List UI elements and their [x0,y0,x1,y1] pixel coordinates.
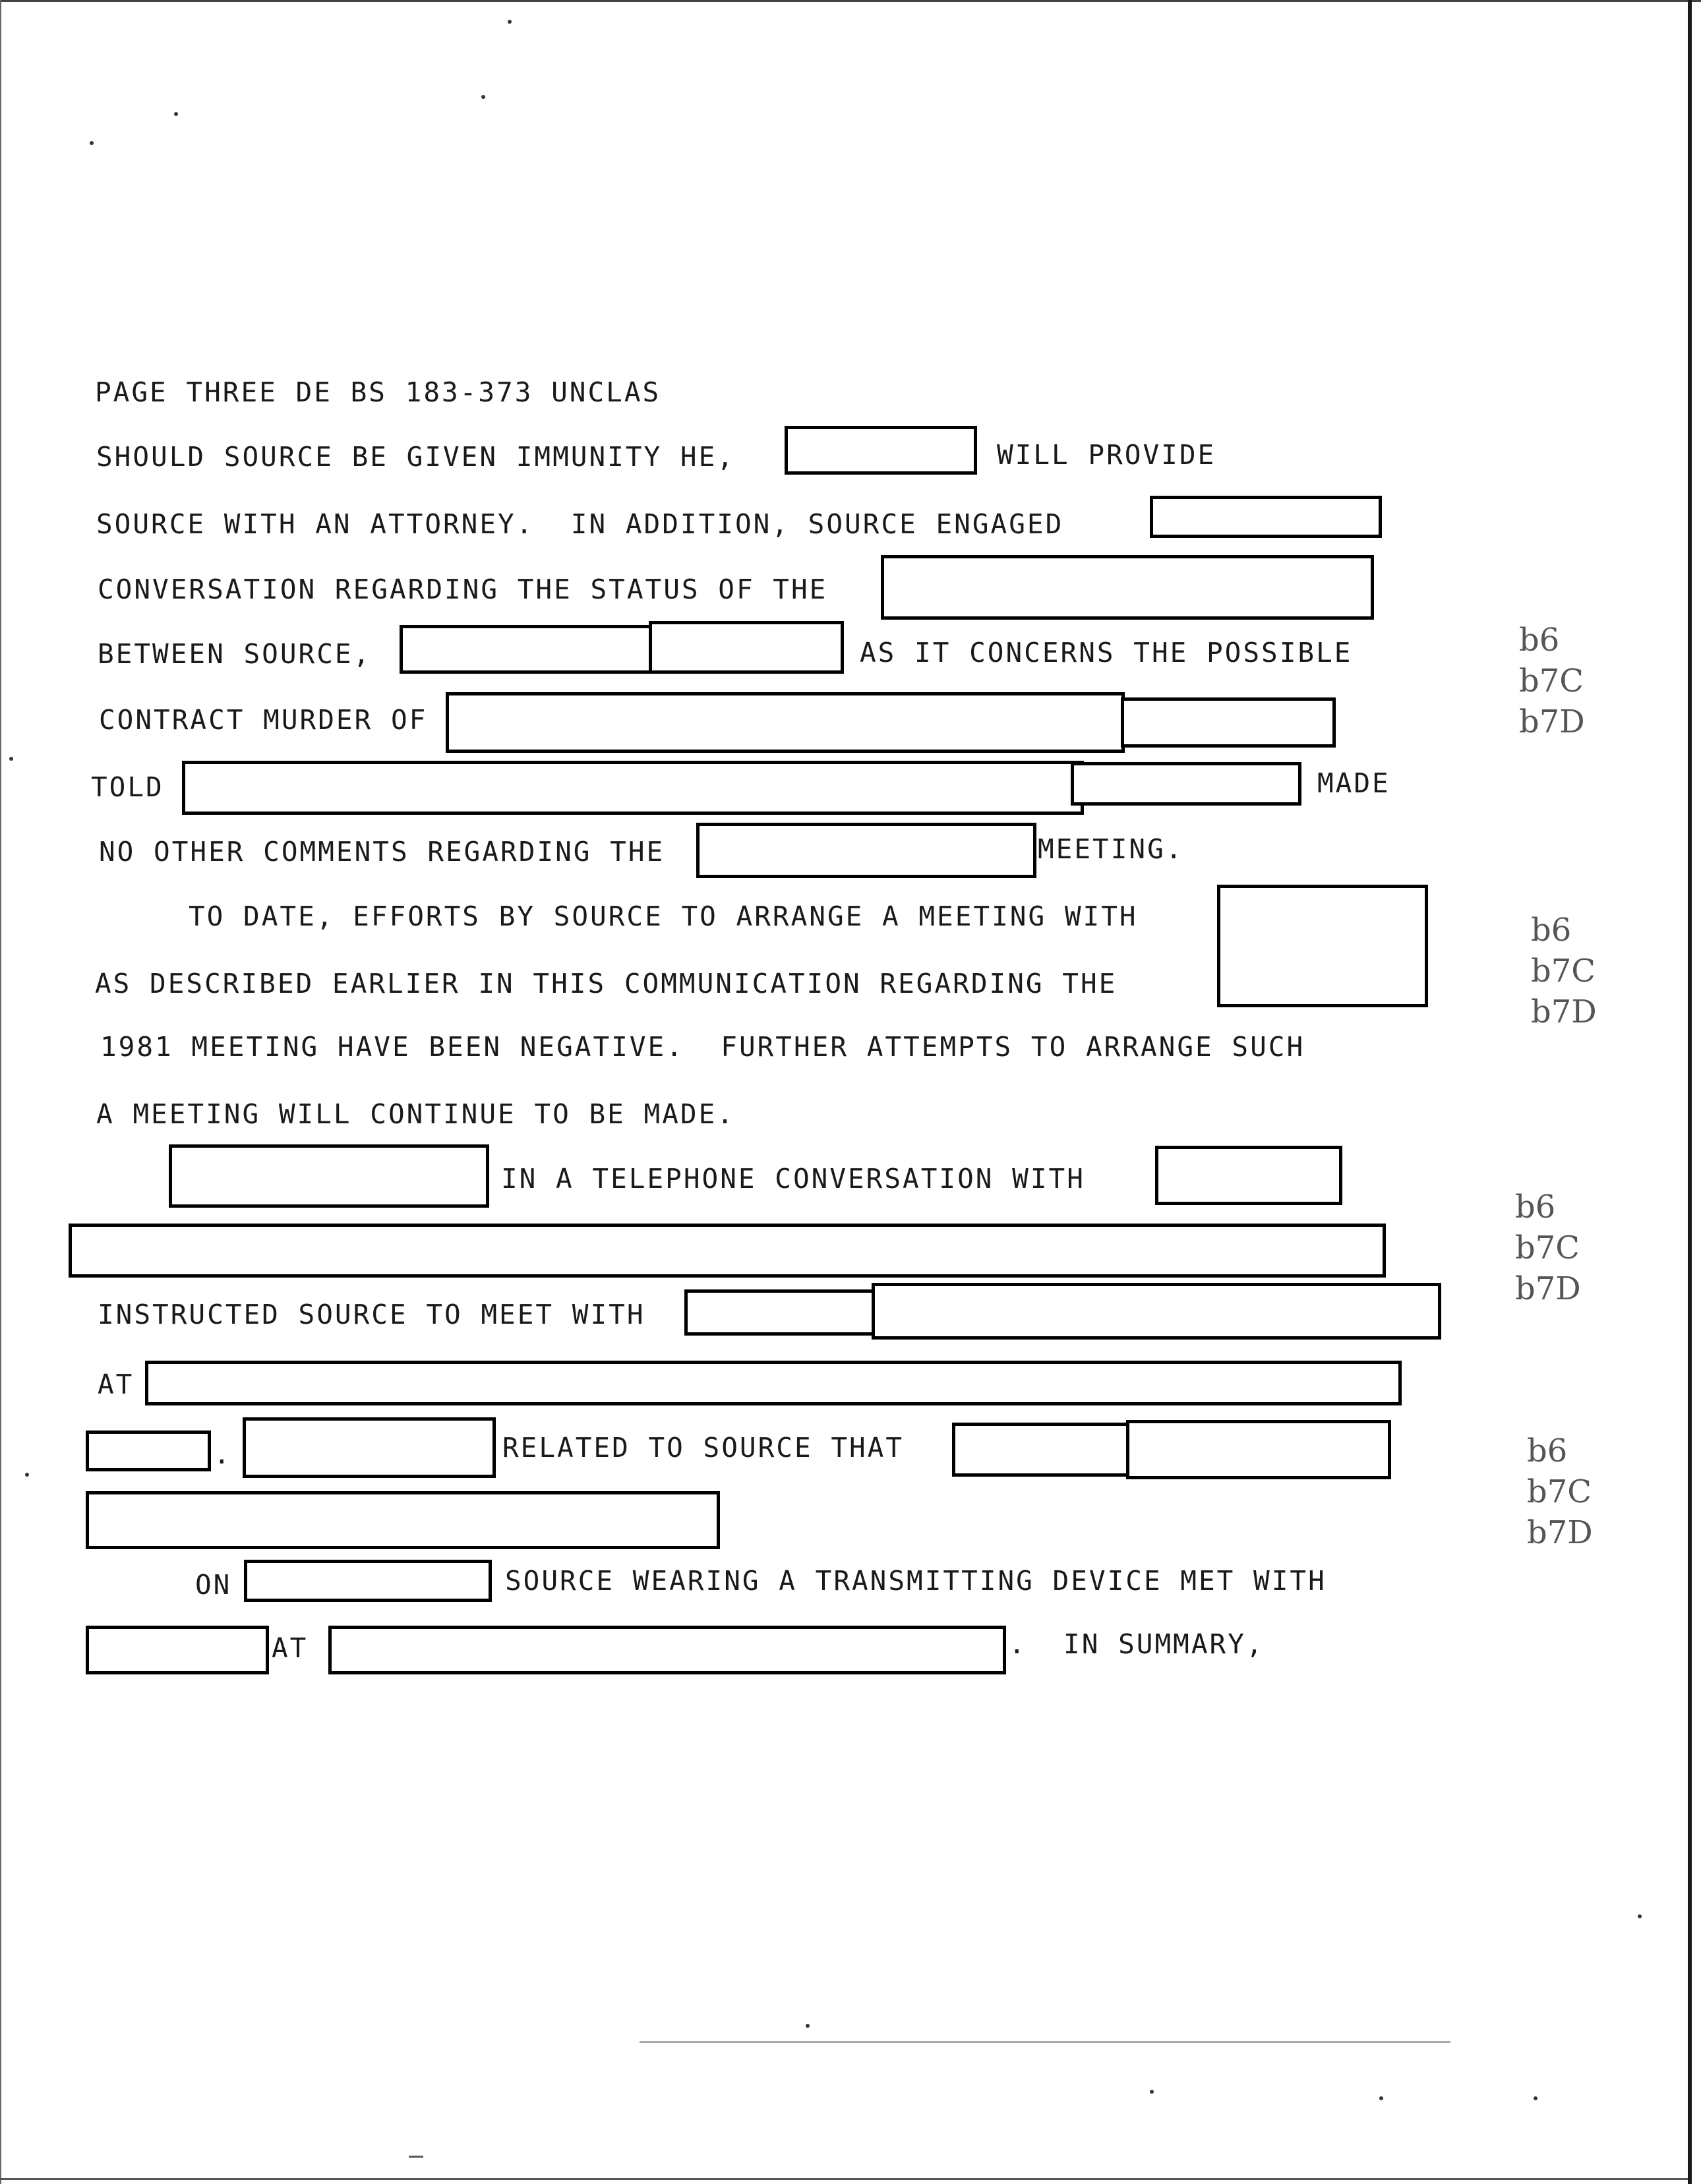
scan-speck [481,95,485,99]
text-line: AT [98,1369,134,1400]
scan-speck [90,141,94,145]
exemption-code: b7D [1531,993,1597,1030]
exemption-codes [1527,1431,1593,1553]
redaction-box [649,621,844,674]
exemption-codes [1531,910,1597,1032]
text-line: SHOULD SOURCE BE GIVEN IMMUNITY HE, [96,441,735,473]
exemption-code: b7C [1515,1229,1580,1266]
text-line: ON [195,1569,232,1601]
exemption-codes [1519,620,1585,742]
text-line: WILL PROVIDE [997,439,1216,471]
scan-edge-right [1688,0,1692,2184]
scan-mark [409,2156,423,2158]
exemption-code: b7D [1519,703,1585,740]
exemption-code: b7D [1527,1514,1593,1551]
text-line: . IN SUMMARY, [1009,1628,1265,1660]
text-line: 1981 MEETING HAVE BEEN NEGATIVE. FURTHER ATTEMPTS TO ARRANGE SUCH [100,1031,1305,1063]
redaction-box [86,1626,269,1674]
text-line: AS IT CONCERNS THE POSSIBLE [860,637,1353,668]
redaction-box [1121,697,1336,748]
text-line: AS DESCRIBED EARLIER IN THIS COMMUNICATION REGARDING THE [95,968,1118,999]
text-line: INSTRUCTED SOURCE TO MEET WITH [98,1299,645,1330]
text-line: BETWEEN SOURCE, [98,638,372,670]
exemption-code: b6 [1519,622,1560,659]
scan-speck [1534,2096,1537,2100]
exemption-code: b6 [1531,912,1572,949]
scan-edge-left [0,0,1,2184]
redaction-box [86,1491,720,1549]
scan-speck [25,1473,29,1477]
exemption-code: b6 [1515,1189,1556,1225]
scan-speck [806,2024,810,2028]
redaction-box [952,1423,1131,1477]
exemption-code: b6 [1527,1432,1568,1469]
scan-speck [9,757,13,761]
text-line: A MEETING WILL CONTINUE TO BE MADE. [96,1098,735,1130]
scan-edge-bottom [0,2178,1688,2180]
redaction-box [244,1560,492,1602]
text-line: NO OTHER COMMENTS REGARDING THE [99,836,665,868]
text-line: CONTRACT MURDER OF [99,704,428,736]
text-line: AT [272,1632,309,1664]
redaction-box [145,1361,1402,1405]
text-line: . [214,1438,232,1470]
redaction-box [696,823,1036,878]
text-line: MEETING. [1038,833,1184,865]
scan-edge-top [0,0,1701,2]
redaction-box [785,426,977,475]
redaction-box [881,555,1374,620]
redaction-box [69,1224,1386,1278]
exemption-code: b7C [1527,1473,1592,1510]
redaction-box [182,761,1084,815]
redaction-box [1126,1420,1391,1479]
scan-mark [640,2041,1450,2043]
redaction-box [1071,762,1301,806]
text-line: SOURCE WEARING A TRANSMITTING DEVICE MET WITH [505,1565,1327,1597]
redaction-box [446,692,1125,753]
text-line: TO DATE, EFFORTS BY SOURCE TO ARRANGE A MEETING WITH [189,900,1138,932]
page-header: PAGE THREE DE BS 183-373 UNCLAS [95,376,661,408]
exemption-code: b7C [1531,953,1596,989]
text-line: RELATED TO SOURCE THAT [502,1432,905,1463]
text-line: TOLD [91,771,164,803]
exemption-code: b7D [1515,1270,1581,1307]
scan-speck [1638,1914,1642,1918]
redaction-box [328,1626,1006,1674]
redaction-box [86,1431,211,1471]
exemption-code: b7C [1519,663,1584,699]
scan-speck [174,112,178,116]
text-line: IN A TELEPHONE CONVERSATION WITH [501,1163,1085,1195]
redaction-box [872,1283,1441,1340]
exemption-codes [1515,1187,1581,1309]
redaction-box [684,1289,876,1336]
scan-speck [1379,2096,1383,2100]
text-line: MADE [1317,767,1390,799]
redaction-box [1150,496,1382,538]
text-line: SOURCE WITH AN ATTORNEY. IN ADDITION, SOURCE ENGAGED [96,508,1064,540]
redaction-box [1217,885,1428,1007]
text-line: CONVERSATION REGARDING THE STATUS OF THE [98,574,828,605]
redaction-box [169,1144,489,1208]
scan-speck [1150,2090,1154,2094]
redaction-box [400,625,653,674]
redaction-box [243,1417,496,1478]
redaction-box [1155,1146,1342,1205]
scan-speck [508,20,512,24]
